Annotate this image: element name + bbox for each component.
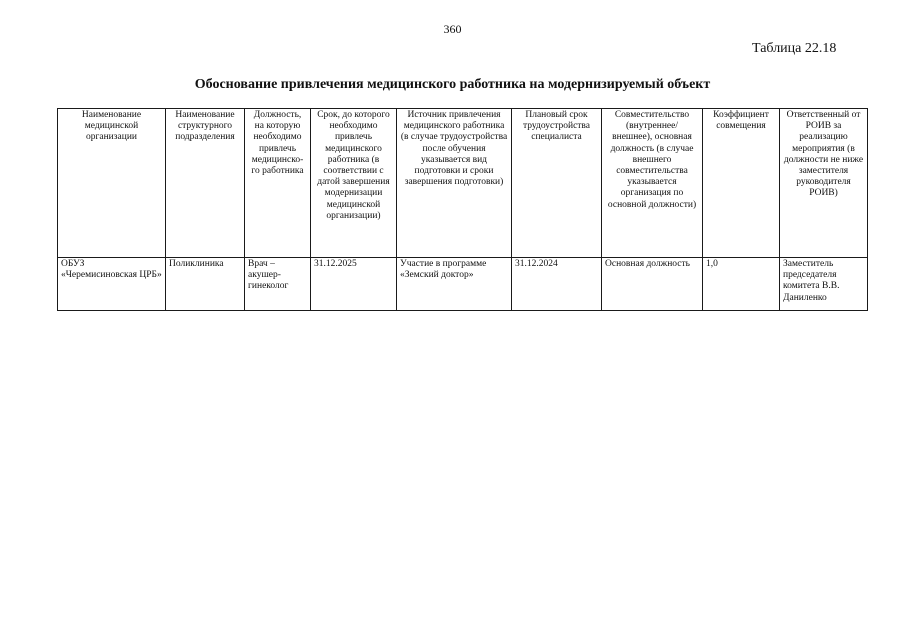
cell-responsible: Заместитель председателя комитета В.В. Даниленко [780, 258, 868, 311]
cell-source: Участие в программе «Земский доктор» [397, 258, 512, 311]
justification-table [57, 108, 868, 311]
cell-combination: Основная должность [602, 258, 703, 311]
cell-deadline: 31.12.2025 [311, 258, 397, 311]
cell-organization: ОБУЗ «Черемисиновская ЦРБ» [58, 258, 166, 311]
document-title: Обоснование привлечения медицинского работника на модернизируемый объект [194, 77, 711, 92]
table-row [58, 258, 868, 311]
header-cell-organization: Наименование медицинской организации [58, 109, 166, 258]
header-cell-department: Наименование структурного подразделения [166, 109, 245, 258]
table-header-row [58, 109, 868, 258]
table-label: Таблица 22.18 [752, 41, 837, 56]
header-cell-deadline: Срок, до которого необходимо привлечь медицинского работника (в соответствии с датой завершения модернизации медицинской организации) [311, 109, 397, 258]
cell-department: Поликлиника [166, 258, 245, 311]
header-cell-responsible: Ответственный от РОИВ за реализацию мероприятия (в должности не ниже заместителя руководителя РОИВ) [780, 109, 868, 258]
header-cell-position: Должность, на которую необходимо привлечь медицинско-го работника [245, 109, 311, 258]
cell-planned-date: 31.12.2024 [512, 258, 602, 311]
header-cell-planned-date: Плановый срок трудоустройства специалиста [512, 109, 602, 258]
page-number: 360 [443, 22, 462, 36]
header-cell-source: Источник привлечения медицинского работника (в случае трудоустройства после обучения указывается вид подготовки и сроки завершения подготовки) [397, 109, 512, 258]
cell-position: Врач – акушер-гинеколог [245, 258, 311, 311]
header-cell-coefficient: Коэффициент совмещения [703, 109, 780, 258]
header-cell-combination: Совместительство (внутреннее/ внешнее), основная должность (в случае внешнего совместительства указывается организация по основной должности) [602, 109, 703, 258]
cell-coefficient: 1,0 [703, 258, 780, 311]
